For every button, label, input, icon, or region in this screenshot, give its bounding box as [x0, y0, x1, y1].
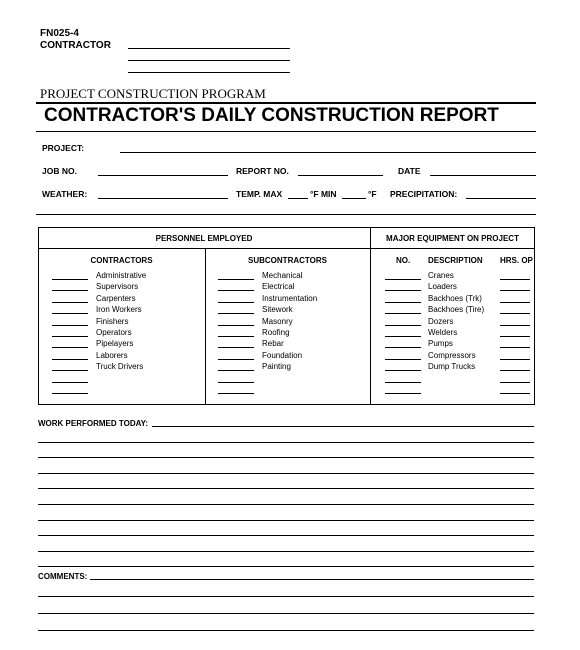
f-min-label: °F MIN	[310, 189, 337, 199]
equipment-item: Pumps	[428, 339, 453, 348]
subcontractor-count-field[interactable]	[218, 325, 254, 326]
contractor-line-3[interactable]	[128, 72, 290, 73]
subcontractor-item: Instrumentation	[262, 294, 318, 303]
precipitation-label: PRECIPITATION:	[390, 189, 458, 199]
temp-max-field[interactable]	[288, 198, 308, 199]
equipment-no-header: NO.	[396, 256, 411, 265]
subcontractor-item: Sitework	[262, 305, 293, 314]
temp-min-field[interactable]	[342, 198, 366, 199]
form-number: FN025-4	[40, 28, 79, 39]
equipment-title: MAJOR EQUIPMENT ON PROJECT	[386, 234, 519, 243]
contractor-item: Pipelayers	[96, 339, 134, 348]
contractor-line-1[interactable]	[128, 48, 290, 49]
subcontractor-count-field[interactable]	[218, 290, 254, 291]
f-label: °F	[368, 189, 377, 199]
equipment-hours-field[interactable]	[500, 359, 530, 360]
equipment-no-field[interactable]	[385, 347, 421, 348]
work-line-first[interactable]	[152, 426, 534, 427]
contractor-count-field[interactable]	[52, 382, 88, 383]
work-line[interactable]	[38, 520, 534, 521]
contractor-count-field[interactable]	[52, 290, 88, 291]
personnel-equipment-table	[38, 227, 535, 405]
contractor-label: CONTRACTOR	[40, 40, 111, 51]
subcontractor-count-field[interactable]	[218, 370, 254, 371]
work-line[interactable]	[38, 504, 534, 505]
contractor-count-field[interactable]	[52, 325, 88, 326]
job-no-field[interactable]	[98, 175, 228, 176]
equipment-description-header: DESCRIPTION	[428, 256, 483, 265]
equipment-no-field[interactable]	[385, 290, 421, 291]
equipment-item: Compressors	[428, 351, 476, 360]
work-line[interactable]	[38, 535, 534, 536]
table-divider-personnel	[205, 248, 206, 405]
temp-max-label: TEMP. MAX	[236, 189, 283, 199]
contractor-count-field[interactable]	[52, 393, 88, 394]
work-line[interactable]	[38, 457, 534, 458]
work-line[interactable]	[38, 551, 534, 552]
report-title: CONTRACTOR'S DAILY CONSTRUCTION REPORT	[44, 105, 499, 126]
equipment-no-field[interactable]	[385, 313, 421, 314]
equipment-item: Loaders	[428, 282, 457, 291]
work-line[interactable]	[38, 488, 534, 489]
subcontractor-count-field[interactable]	[218, 393, 254, 394]
contractor-count-field[interactable]	[52, 347, 88, 348]
equipment-no-field[interactable]	[385, 382, 421, 383]
contractor-count-field[interactable]	[52, 336, 88, 337]
contractor-item: Truck Drivers	[96, 362, 144, 371]
subcontractor-count-field[interactable]	[218, 302, 254, 303]
personnel-title: PERSONNEL EMPLOYED	[155, 234, 253, 243]
equipment-hours-field[interactable]	[500, 336, 530, 337]
contractor-count-field[interactable]	[52, 370, 88, 371]
contractor-item: Carpenters	[96, 294, 136, 303]
equipment-hours-field[interactable]	[500, 290, 530, 291]
contractor-item: Laborers	[96, 351, 128, 360]
equipment-hours-field[interactable]	[500, 393, 530, 394]
equipment-item: Welders	[428, 328, 458, 337]
comments-line-first[interactable]	[90, 579, 534, 580]
equipment-hours-field[interactable]	[500, 313, 530, 314]
equipment-no-field[interactable]	[385, 279, 421, 280]
equipment-hrs-header: HRS. OP	[500, 256, 533, 265]
subcontractor-item: Rebar	[262, 339, 284, 348]
contractor-item: Supervisors	[96, 282, 139, 291]
subcontractor-count-field[interactable]	[218, 279, 254, 280]
contractor-count-field[interactable]	[52, 359, 88, 360]
equipment-hours-field[interactable]	[500, 325, 530, 326]
equipment-hours-field[interactable]	[500, 279, 530, 280]
weather-label: WEATHER:	[42, 189, 88, 199]
contractor-count-field[interactable]	[52, 302, 88, 303]
equipment-no-field[interactable]	[385, 359, 421, 360]
table-divider-main	[370, 227, 371, 405]
comments-line[interactable]	[38, 630, 534, 631]
project-label: PROJECT:	[42, 143, 85, 153]
work-performed-label: WORK PERFORMED TODAY:	[38, 419, 149, 428]
comments-line[interactable]	[38, 596, 534, 597]
subcontractor-item: Masonry	[262, 317, 293, 326]
subcontractor-item: Roofing	[262, 328, 290, 337]
program-title: PROJECT CONSTRUCTION PROGRAM	[40, 86, 266, 101]
equipment-item: Cranes	[428, 271, 454, 280]
contractor-line-2[interactable]	[128, 60, 290, 61]
title-rule	[36, 102, 536, 104]
subcontractor-item: Foundation	[262, 351, 303, 360]
job-no-label: JOB NO.	[42, 166, 77, 176]
title-rule-bottom	[36, 131, 536, 132]
work-line[interactable]	[38, 566, 534, 567]
work-line[interactable]	[38, 442, 534, 443]
table-header-rule	[38, 248, 535, 249]
contractor-item: Finishers	[96, 317, 129, 326]
contractor-item: Administrative	[96, 271, 147, 280]
subcontractor-item: Electrical	[262, 282, 295, 291]
date-field[interactable]	[430, 175, 536, 176]
work-line[interactable]	[38, 473, 534, 474]
date-label: DATE	[398, 166, 421, 176]
equipment-no-field[interactable]	[385, 336, 421, 337]
equipment-no-field[interactable]	[385, 393, 421, 394]
comments-line[interactable]	[38, 613, 534, 614]
equipment-item: Backhoes (Tire)	[428, 305, 485, 314]
project-field[interactable]	[120, 152, 536, 153]
precipitation-field[interactable]	[466, 198, 536, 199]
section-rule	[36, 214, 536, 215]
subcontractor-count-field[interactable]	[218, 336, 254, 337]
comments-label: COMMENTS:	[38, 572, 88, 581]
equipment-no-field[interactable]	[385, 325, 421, 326]
equipment-hours-field[interactable]	[500, 370, 530, 371]
equipment-hours-field[interactable]	[500, 302, 530, 303]
contractor-count-field[interactable]	[52, 313, 88, 314]
subcontractor-count-field[interactable]	[218, 347, 254, 348]
subcontractor-item: Painting	[262, 362, 291, 371]
contractor-count-field[interactable]	[52, 279, 88, 280]
equipment-item: Dump Trucks	[428, 362, 476, 371]
subcontractor-item: Mechanical	[262, 271, 303, 280]
subcontractor-count-field[interactable]	[218, 382, 254, 383]
equipment-hours-field[interactable]	[500, 382, 530, 383]
report-no-label: REPORT NO.	[236, 166, 289, 176]
subcontractor-count-field[interactable]	[218, 313, 254, 314]
contractor-item: Operators	[96, 328, 132, 337]
subcontractor-count-field[interactable]	[218, 359, 254, 360]
subcontractors-header: SUBCONTRACTORS	[248, 256, 327, 265]
equipment-hours-field[interactable]	[500, 347, 530, 348]
weather-field[interactable]	[98, 198, 228, 199]
contractors-header: CONTRACTORS	[90, 256, 153, 265]
equipment-no-field[interactable]	[385, 302, 421, 303]
equipment-no-field[interactable]	[385, 370, 421, 371]
equipment-item: Backhoes (Trk)	[428, 294, 482, 303]
contractor-item: Iron Workers	[96, 305, 142, 314]
report-no-field[interactable]	[298, 175, 383, 176]
equipment-item: Dozers	[428, 317, 454, 326]
